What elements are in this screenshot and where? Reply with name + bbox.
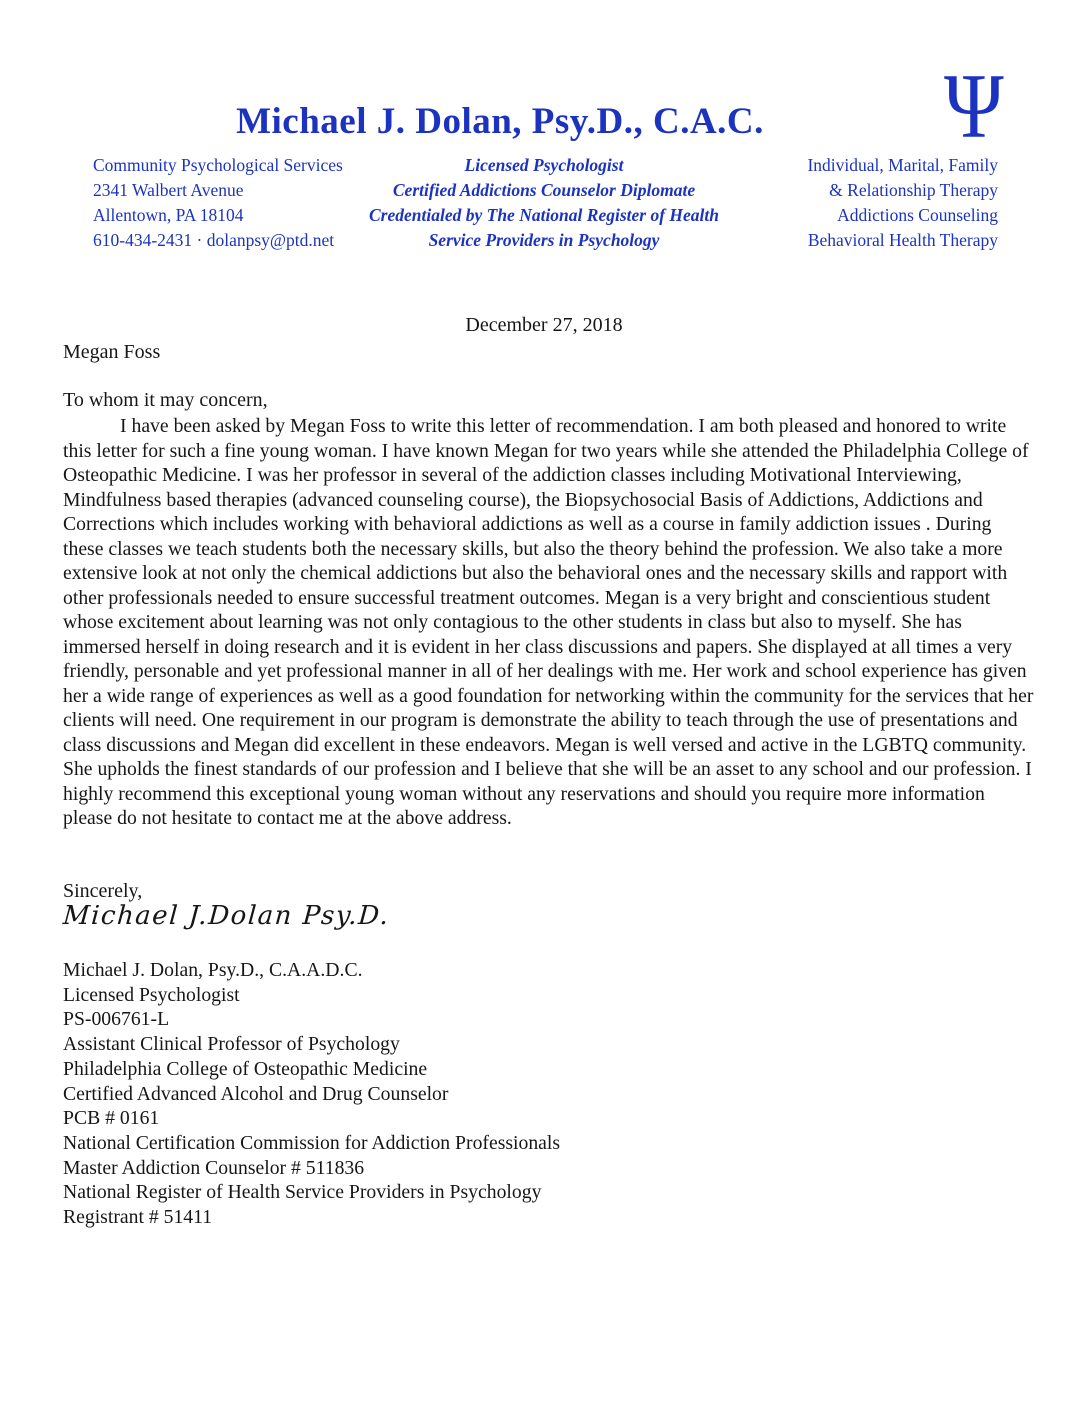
date-line: December 27, 2018: [465, 314, 623, 336]
contact-line: 610-434-2431 · dolanpsy@ptd.net: [93, 230, 335, 250]
credential-line: Master Addiction Counselor # 511836: [63, 1156, 365, 1179]
closing: Sincerely,: [63, 880, 143, 902]
contact-line: Allentown, PA 18104: [93, 205, 244, 225]
credential-line: Licensed Psychologist: [63, 983, 240, 1006]
handwritten-signature: Michael J.Dolan Psy.D.: [61, 901, 391, 931]
credential-line: National Certification Commission for Addiction Professionals: [63, 1131, 561, 1154]
contact-line: Community Psychological Services: [93, 155, 343, 175]
credential-line: Assistant Clinical Professor of Psychology: [63, 1033, 400, 1056]
credential-line: National Register of Health Service Providers in Psychology: [63, 1181, 542, 1204]
credential-title-line: Licensed Psychologist: [464, 155, 624, 175]
credential-title-line: Certified Addictions Counselor Diplomate: [392, 180, 696, 200]
letterhead-contact-block: [93, 153, 343, 253]
service-line: Behavioral Health Therapy: [807, 230, 998, 250]
service-line: Individual, Marital, Family: [807, 155, 998, 175]
contact-line: 2341 Walbert Avenue: [93, 180, 244, 200]
body-paragraph: I have been asked by Megan Foss to write this letter of recommendation. I am both pleased and honored to write this letter for such a fine young woman. I have known Megan for two years while she attended the Philadelphia College of Osteopathic Medicine. I was her professor in several of the addiction classes including Motivational Interviewing, Mindfulness based therapies (advanced counseling course), the Biopsychosocial Basis of Addictions, Addictions and Corrections which includes working with behavioral addictions as well as a course in family addiction issues . During these classes we teach students both the necessary skills, but also the theory behind the profession. We also take a more extensive look at not only the chemical addictions but also the behavioral ones and the necessary skills and rapport with other professionals needed to ensure successful treatment outcomes. Megan is a very bright and conscientious student whose excitement about learning was not only contagious to the other students in class but also to myself. She has immersed herself in doing research and it is evident in her class discussions and papers. She displayed at all times a very friendly, personable and yet professional manner in all of her dealings with me. Her work and school experience has given her a wide range of experiences as well as a good foundation for networking within the community for the services that her clients will need. One requirement in our program is demonstrate the ability to teach through the use of presentations and class discussions and Megan did excellent in these endeavors. Megan is well versed and active in the LGBTQ community. She upholds the finest standards of our profession and I believe that she will be an asset to any school and our profession. I highly recommend this exceptional young woman without any reservations and should you require more information please do not hesitate to contact me at the above address.: [63, 415, 1034, 829]
letterhead-title: Michael J. Dolan, Psy.D., C.A.C.: [236, 101, 764, 142]
credential-title-line: Service Providers in Psychology: [428, 230, 660, 250]
credential-line: PS-006761-L: [63, 1008, 170, 1031]
credential-title-line: Credentialed by The National Register of Health: [369, 205, 719, 225]
credential-line: PCB # 0161: [63, 1107, 160, 1130]
letterhead-services-block: [807, 153, 998, 253]
credential-line: Registrant # 51411: [63, 1206, 213, 1229]
credential-line: Philadelphia College of Osteopathic Medicine: [63, 1057, 428, 1080]
credential-line: Michael J. Dolan, Psy.D., C.A.A.D.C.: [63, 959, 363, 981]
service-line: & Relationship Therapy: [829, 180, 998, 200]
recipient-name: Megan Foss: [63, 341, 161, 363]
service-line: Addictions Counseling: [837, 205, 998, 225]
credential-line: Certified Advanced Alcohol and Drug Counselor: [63, 1082, 449, 1105]
psi-logo-icon: Ψ: [944, 55, 1004, 157]
salutation: To whom it may concern,: [63, 389, 268, 411]
signer-credentials-block: [63, 958, 560, 1230]
letterhead-credentials-block: [369, 153, 719, 253]
